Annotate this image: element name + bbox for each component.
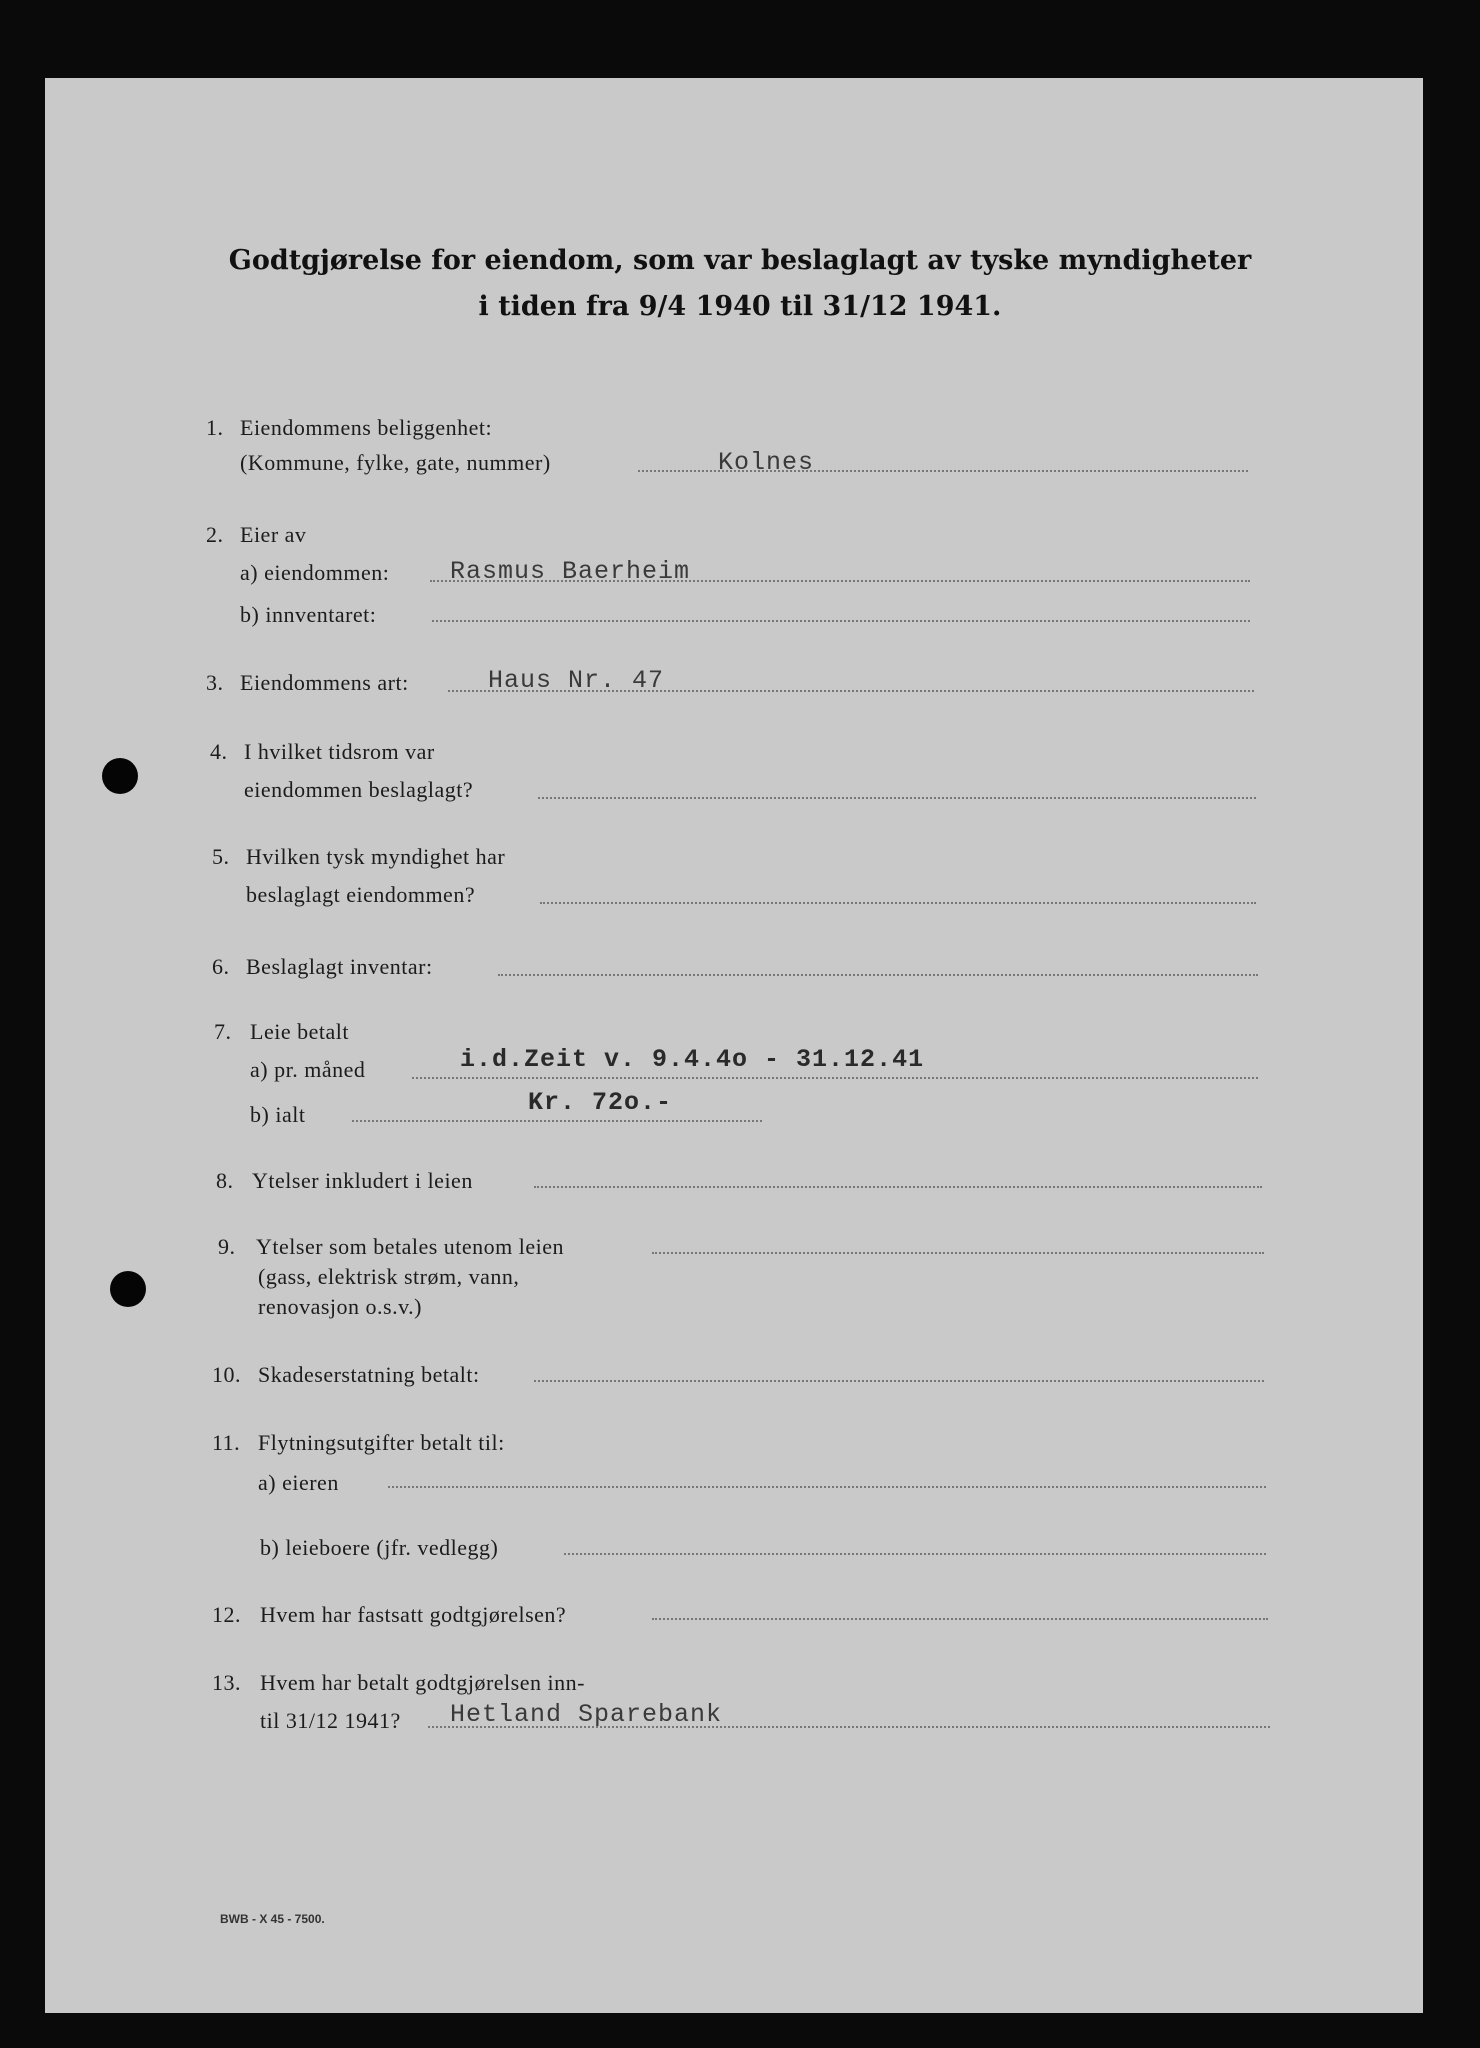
q9-number: 9. — [218, 1234, 236, 1259]
q7a-answer-line — [412, 1077, 1258, 1079]
q2b-answer-line[interactable] — [432, 620, 1250, 622]
q7-number: 7. — [214, 1019, 232, 1044]
q1-number: 1. — [206, 415, 224, 440]
punch-hole-bottom — [110, 1271, 146, 1307]
q9-answer-line[interactable] — [652, 1252, 1264, 1254]
q10-label: Skadeserstatning betalt: — [258, 1362, 480, 1387]
q2b-label: b) innventaret: — [240, 602, 377, 627]
q5-sublabel: beslaglagt eiendommen? — [246, 882, 476, 907]
q5-label: Hvilken tysk myndighet har — [246, 844, 506, 869]
q13-answer[interactable]: Hetland Sparebank — [450, 1700, 723, 1729]
form-title-line2: i tiden fra 9/4 1940 til 31/12 1941. — [478, 291, 1002, 322]
q3-answer[interactable]: Haus Nr. 47 — [488, 666, 665, 695]
q8-number: 8. — [216, 1168, 234, 1193]
q10-number: 10. — [212, 1362, 241, 1387]
q7a-label: a) pr. måned — [250, 1057, 366, 1082]
q3-number: 3. — [206, 670, 224, 695]
q7b-answer[interactable]: Kr. 72o.- — [528, 1088, 673, 1117]
q4-label: I hvilket tidsrom var — [244, 739, 435, 764]
q1-sublabel: (Kommune, fylke, gate, nummer) — [240, 450, 551, 475]
form-title-line1: Godtgjørelse for eiendom, som var beslaglagt av tyske myndigheter — [228, 245, 1252, 276]
q11a-answer-line[interactable] — [388, 1486, 1266, 1488]
q6-number: 6. — [212, 954, 230, 979]
q2-number: 2. — [206, 522, 224, 547]
q5-number: 5. — [212, 844, 230, 869]
q1-answer[interactable]: Kolnes — [718, 448, 815, 477]
q12-label: Hvem har fastsatt godtgjørelsen? — [260, 1602, 567, 1627]
q8-label: Ytelser inkludert i leien — [252, 1168, 473, 1193]
q6-label: Beslaglagt inventar: — [246, 954, 433, 979]
q10-answer-line[interactable] — [534, 1380, 1264, 1382]
q9-label: Ytelser som betales utenom leien — [256, 1234, 565, 1259]
q12-answer-line[interactable] — [652, 1618, 1268, 1620]
q2-label: Eier av — [240, 522, 307, 547]
q5-answer-line[interactable] — [540, 902, 1256, 904]
q13-sublabel: til 31/12 1941? — [260, 1708, 401, 1733]
q13-label: Hvem har betalt godtgjørelsen inn- — [260, 1670, 585, 1695]
q11-label: Flytningsutgifter betalt til: — [258, 1430, 505, 1455]
q7-label: Leie betalt — [250, 1019, 349, 1044]
q11b-label: b) leieboere (jfr. vedlegg) — [260, 1535, 499, 1560]
q11b-answer-line[interactable] — [564, 1553, 1266, 1555]
q3-label: Eiendommens art: — [240, 670, 409, 695]
q11-number: 11. — [212, 1430, 241, 1455]
punch-hole-top — [102, 758, 138, 794]
form-print-code: BWB - X 45 - 7500. — [220, 1912, 325, 1926]
q2a-answer[interactable]: Rasmus Baerheim — [450, 557, 691, 586]
q13-number: 13. — [212, 1670, 241, 1695]
q7b-answer-line — [352, 1120, 762, 1122]
q4-sublabel: eiendommen beslaglagt? — [244, 777, 474, 802]
q4-answer-line[interactable] — [538, 797, 1256, 799]
q4-number: 4. — [210, 739, 228, 764]
q12-number: 12. — [212, 1602, 241, 1627]
q9-sublabel-1: (gass, elektrisk strøm, vann, — [258, 1264, 520, 1289]
q8-answer-line[interactable] — [534, 1186, 1262, 1188]
q7b-label: b) ialt — [250, 1102, 306, 1127]
q1-label: Eiendommens beliggenhet: — [240, 415, 493, 440]
q6-answer-line[interactable] — [498, 974, 1258, 976]
q9-sublabel-2: renovasjon o.s.v.) — [258, 1294, 422, 1319]
q7a-answer[interactable]: i.d.Zeit v. 9.4.4o - 31.12.41 — [460, 1045, 925, 1074]
q11a-label: a) eieren — [258, 1470, 339, 1495]
q2a-label: a) eiendommen: — [240, 560, 390, 585]
